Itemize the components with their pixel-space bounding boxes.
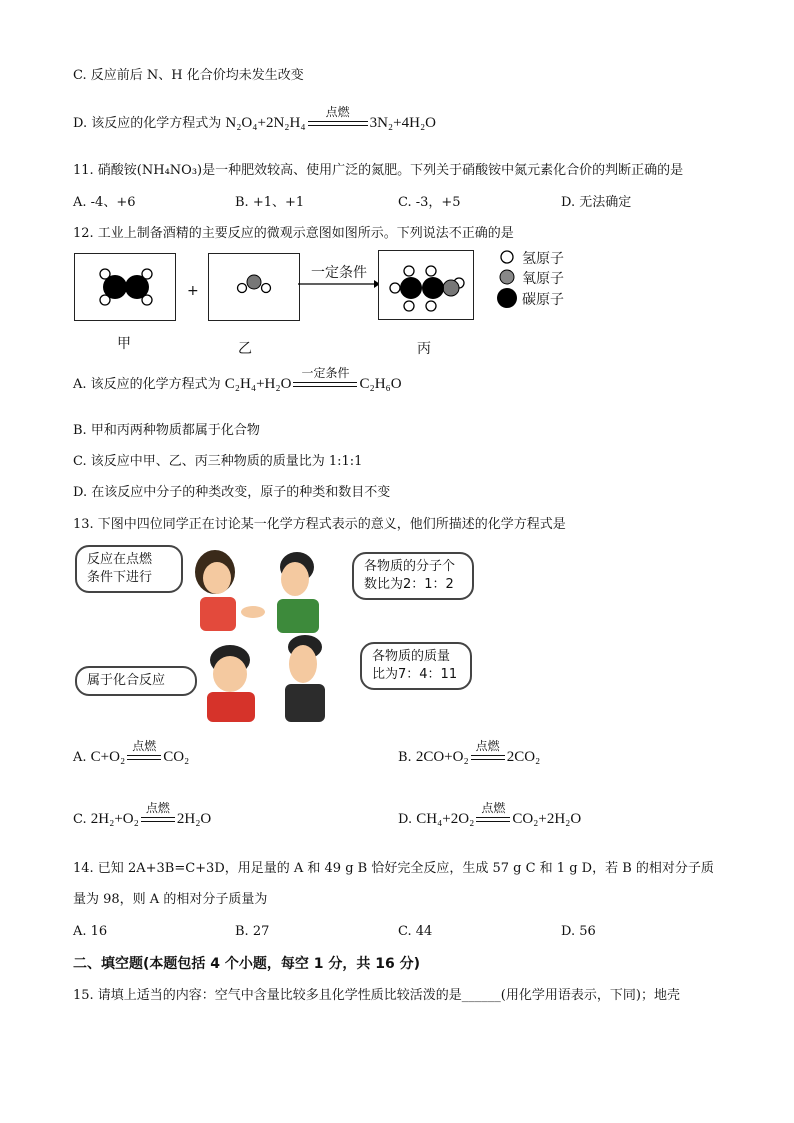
legend-carbon: 碳原子 [522,292,564,308]
q13-option-c-left: 2H₂+O₂ [90,811,139,827]
label-yi: 乙 [238,341,252,357]
q13-option-d-letter: D. [398,812,413,827]
bubble-4-line-1: 各物质的质量 [372,649,451,664]
label-jia: 甲 [117,336,131,352]
q13-option-d-arrow [476,800,510,829]
q10-option-d-prefix: D. 该反应的化学方程式为 [73,116,222,131]
q14-stem-line-1: 14. 已知 2A+3B=C+3D，用足量的 A 和 49 g B 恰好完全反应，生成 57 g C 和 1 g D，若 B 的相对分子质 [73,861,714,876]
bubble-1-line-2: 条件下进行 [87,570,153,585]
molecule-yi-box [208,253,300,321]
q14-option-c: C. 44 [398,924,433,939]
section-fill-in-blanks-heading: 二、填空题(本题包括 4 个小题，每空 1 分，共 16 分) [73,956,421,972]
students-cartoon-icon [185,542,345,724]
q12-option-c: C. 该反应中甲、乙、丙三种物质的质量比为 1:1:1 [73,454,363,469]
bubble-4-line-2: 比为7：4：11 [372,667,458,682]
q10-equation-left: N₂O₄+2N₂H₄ [225,115,306,131]
q10-option-d [73,104,437,133]
bubble-2-line-2: 数比为2：1：2 [364,577,454,592]
legend-oxygen: 氧原子 [522,271,564,287]
bubble-2-line-1: 各物质的分子个 [364,559,456,574]
q12-option-b: B. 甲和丙两种物质都属于化合物 [73,423,260,438]
q13-option-a [73,738,190,767]
ethanol-molecule-icon [379,251,473,319]
bubble-1-line-1: 反应在点燃 [87,552,153,567]
q13-option-b-cond: 点燃 [475,738,500,753]
q10-option-c: C. 反应前后 N、H 化合价均未发生改变 [73,68,304,83]
q13-option-b-arrow [471,738,505,767]
q12-equation-left: C₂H₄+H₂O [224,376,292,392]
q14-option-d: D. 56 [561,924,596,939]
q13-option-a-left: C+O₂ [90,749,126,765]
q10-equation-arrow [308,104,368,133]
legend-hydrogen: 氢原子 [522,251,564,267]
q14-option-b: B. 27 [235,924,270,939]
q10-equation-condition: 点燃 [325,104,350,119]
q13-option-a-letter: A. [73,750,87,765]
q12-equation-arrow [293,365,357,394]
bubble-3-line-1: 属于化合反应 [87,673,166,688]
q12-option-d: D. 在该反应中分子的种类改变，原子的种类和数目不变 [73,485,391,500]
q13-option-b [398,738,541,767]
reaction-condition-label: 一定条件 [311,265,367,281]
q11-option-d: D. 无法确定 [561,195,632,210]
reaction-arrow-icon [298,278,380,290]
label-bing: 丙 [417,341,431,357]
q12-option-a [73,365,402,394]
q13-option-a-cond: 点燃 [132,738,157,753]
q11-option-a: A. -4、+6 [73,195,136,210]
q12-stem: 12. 工业上制备酒精的主要反应的微观示意图如图所示。下列说法不正确的是 [73,226,514,241]
q13-option-d-left: CH₄+2O₂ [416,811,475,827]
q13-option-a-arrow [127,738,161,767]
q11-stem: 11. 硝酸铵(NH₄NO₃)是一种肥效较高、使用广泛的氮肥。下列关于硝酸铵中氮元素化合价的判断正确的是 [73,163,684,178]
speech-bubble-4 [360,642,472,690]
water-molecule-icon [209,254,299,320]
q13-option-c-letter: C. [73,812,87,827]
oxygen-atom-icon [500,270,514,284]
q15-stem: 15. 请填上适当的内容：空气中含量比较多且化学性质比较活泼的是______(用化学用语表示，下同)；地壳 [73,988,680,1003]
q13-option-d-cond: 点燃 [481,800,506,815]
hydrogen-atom-icon [501,251,513,263]
speech-bubble-2 [352,552,474,600]
q13-option-a-right: CO₂ [163,749,190,765]
carbon-atom-icon [497,288,517,308]
q13-option-c [73,800,212,829]
q14-stem-line-2: 量为 98，则 A 的相对分子质量为 [73,892,268,907]
q13-option-b-letter: B. [398,750,412,765]
q13-stem: 13. 下图中四位同学正在讨论某一化学方程式表示的意义，他们所描述的化学方程式是 [73,517,566,532]
q13-option-c-cond: 点燃 [145,800,170,815]
molecule-bing-box [378,250,474,320]
speech-bubble-1 [75,545,183,593]
q10-equation-right: 3N₂+4H₂O [369,115,437,131]
ethylene-molecule-icon [75,254,175,320]
q12-equation-right: C₂H₆O [359,376,402,392]
q12-equation-condition: 一定条件 [301,365,350,380]
q12-option-a-prefix: A. 该反应的化学方程式为 [73,377,221,392]
q13-option-c-arrow [141,800,175,829]
q13-option-b-left: 2CO+O₂ [415,749,469,765]
legend-icons [497,248,521,310]
q13-option-b-right: 2CO₂ [506,749,541,765]
q14-option-a: A. 16 [73,924,108,939]
plus-sign: + [187,283,199,299]
q11-option-b: B. +1、+1 [235,195,305,210]
q13-option-d-right: CO₂+2H₂O [512,811,582,827]
speech-bubble-3 [75,666,197,696]
q11-option-c: C. -3，+5 [398,195,461,210]
q13-option-c-right: 2H₂O [176,811,212,827]
q13-option-d [398,800,582,829]
molecule-jia-box [74,253,176,321]
